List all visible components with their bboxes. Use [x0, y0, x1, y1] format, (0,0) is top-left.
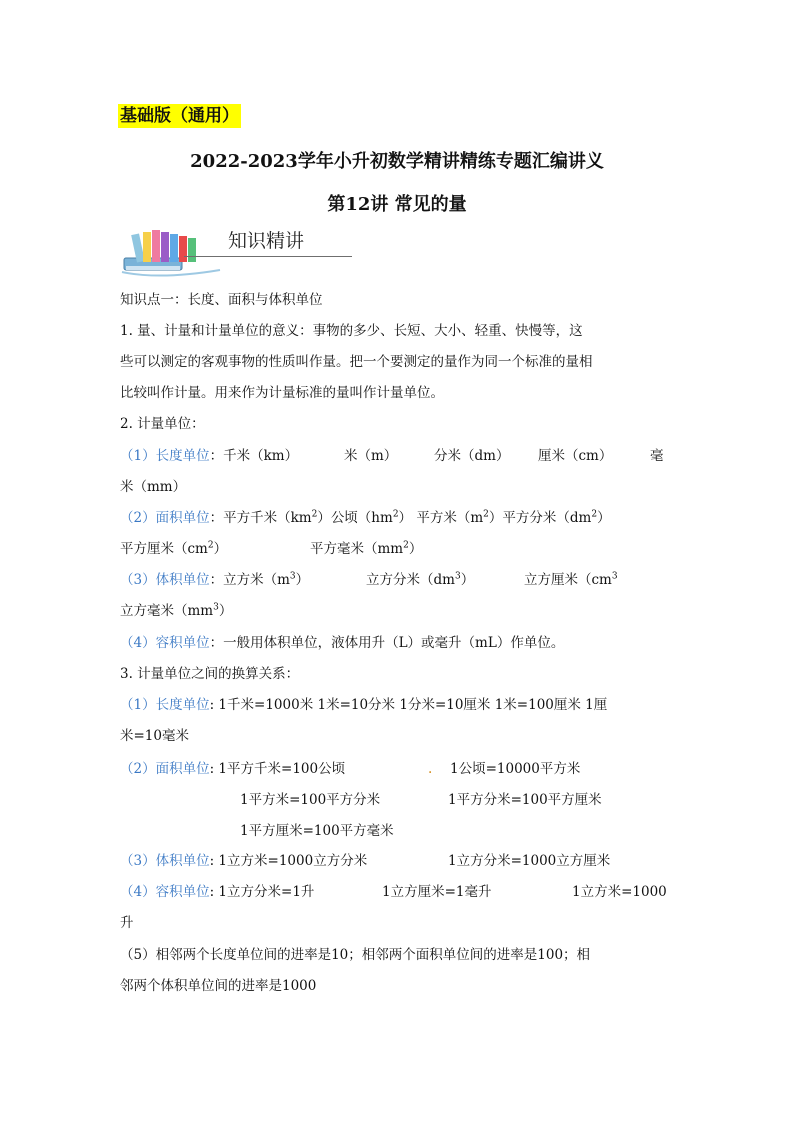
s3-length-text-cont: 米=10毫米 [120, 728, 189, 744]
s3-volume-c1: : 1立方米=1000立方分米 [209, 853, 368, 869]
s3-capacity-row [120, 882, 680, 902]
s3-volume-c2: 1立方分米=1000立方厘米 [448, 853, 611, 869]
s3-length-text: : 1千米=1000米 1米=10分米 1分米=10厘米 1米=100厘米 1厘 [209, 697, 608, 713]
unit-m3: 立方米$(m^3)$ [223, 571, 310, 588]
knowledge-point-heading: 知识点一：长度、面积与体积单位 [120, 292, 323, 308]
s1-line2: 些可以测定的客观事物的性质叫作量。把一个要测定的量作为同一个标准的量相 [120, 354, 593, 370]
s3-volume-label: （3）体积单位 [120, 853, 210, 869]
s3-area-c3: 1平方米=100平方分米 [240, 792, 381, 808]
unit-mm-part2: 米（mm） [120, 479, 187, 495]
unit-cm: 厘米（cm） [538, 448, 613, 464]
banner-label: 知识精讲 [228, 230, 305, 252]
s3-note-line1: （5）相邻两个长度单位间的进率是10；相邻两个面积单位间的进率是100；相 [120, 947, 591, 963]
s3-area-c5: 1平方厘米=100平方毫米 [240, 823, 394, 839]
s3-length-label: （1）长度单位 [120, 697, 210, 713]
s2-volume-label: （3）体积单位 [120, 572, 210, 588]
s1-line3: 比较叫作计量。用来作为计量标准的量叫作计量单位。 [120, 385, 444, 401]
s2-length-label: （1）长度单位 [120, 448, 210, 464]
s3-volume-row [120, 851, 640, 871]
s2-capacity-row [120, 633, 564, 653]
knowledge-banner [120, 222, 352, 280]
unit-km2: 平方千米$(km^2)$ [223, 509, 331, 526]
unit-mm-part1: 毫 [650, 448, 664, 464]
s2-heading: 2. 计量单位： [120, 416, 205, 432]
s3-area-c2: 1公顷=10000平方米 [450, 761, 581, 777]
s2-area-label: （2）面积单位 [120, 510, 210, 526]
s3-capacity-c3: 1立方米=1000 [572, 884, 667, 900]
unit-cm3: 立方厘米（$cm^3$ [524, 571, 618, 588]
s2-area-row2 [120, 539, 520, 559]
s3-heading: 3. 计量单位之间的换算关系： [120, 666, 300, 682]
edition-tag: 基础版（通用） [120, 106, 239, 126]
s2-capacity-label: （4）容积单位 [120, 635, 210, 651]
s1-line1: 1. 量、计量和计量单位的意义：事物的多少、长短、大小、轻重、快慢等，这 [120, 323, 583, 339]
s2-length-colon: ： [209, 448, 224, 464]
s3-length-row [120, 695, 607, 715]
unit-mm3: 立方毫米$(mm^3)$ [120, 602, 233, 619]
document-title: 2022-2023学年小升初数学精讲精练专题汇编讲义 [190, 151, 604, 172]
unit-dm2: 平方分米$(dm^2)$ [502, 509, 611, 526]
books-icon [120, 222, 230, 280]
lesson-title: 第12讲 常见的量 [327, 194, 467, 215]
s3-capacity-c2: 1立方厘米=1毫升 [382, 884, 492, 900]
orange-dot: . [428, 761, 433, 777]
s3-capacity-label: （4）容积单位 [120, 884, 210, 900]
s2-area-row [120, 508, 611, 528]
unit-m: 米（m） [344, 448, 398, 464]
s2-area-colon: ： [209, 510, 224, 526]
s2-volume-colon: ： [209, 572, 224, 588]
unit-cm2: 平方厘米$(cm^2)$ [120, 540, 228, 557]
s3-area-c4: 1平方分米=100平方厘米 [448, 792, 602, 808]
unit-hm2: 公顷$(hm^2)$ [330, 509, 413, 526]
s2-volume-row [120, 570, 680, 590]
unit-m2: 平方米$(m^2)$ [416, 509, 503, 526]
s3-area-label: （2）面积单位 [120, 761, 210, 777]
unit-dm3: 立方分米$(dm^3)$ [366, 571, 475, 588]
s3-capacity-c4: 升 [120, 915, 134, 931]
s2-capacity-text: 一般用体积单位，液体用升（L）或毫升（mL）作单位。 [223, 635, 565, 651]
s2-capacity-colon: ： [209, 635, 224, 651]
s3-note-line2: 邻两个体积单位间的进率是1000 [120, 978, 317, 994]
s3-capacity-c1: : 1立方分米=1升 [209, 884, 315, 900]
unit-km: 千米（km） [223, 448, 299, 464]
s3-area-row [120, 759, 640, 779]
unit-dm: 分米（dm） [434, 448, 510, 464]
s3-area-c1: : 1平方千米=100公顷 [209, 761, 346, 777]
banner-underline [184, 256, 352, 257]
unit-mm2: 平方毫米$(mm^2)$ [310, 540, 423, 557]
s2-length-row [120, 446, 680, 466]
